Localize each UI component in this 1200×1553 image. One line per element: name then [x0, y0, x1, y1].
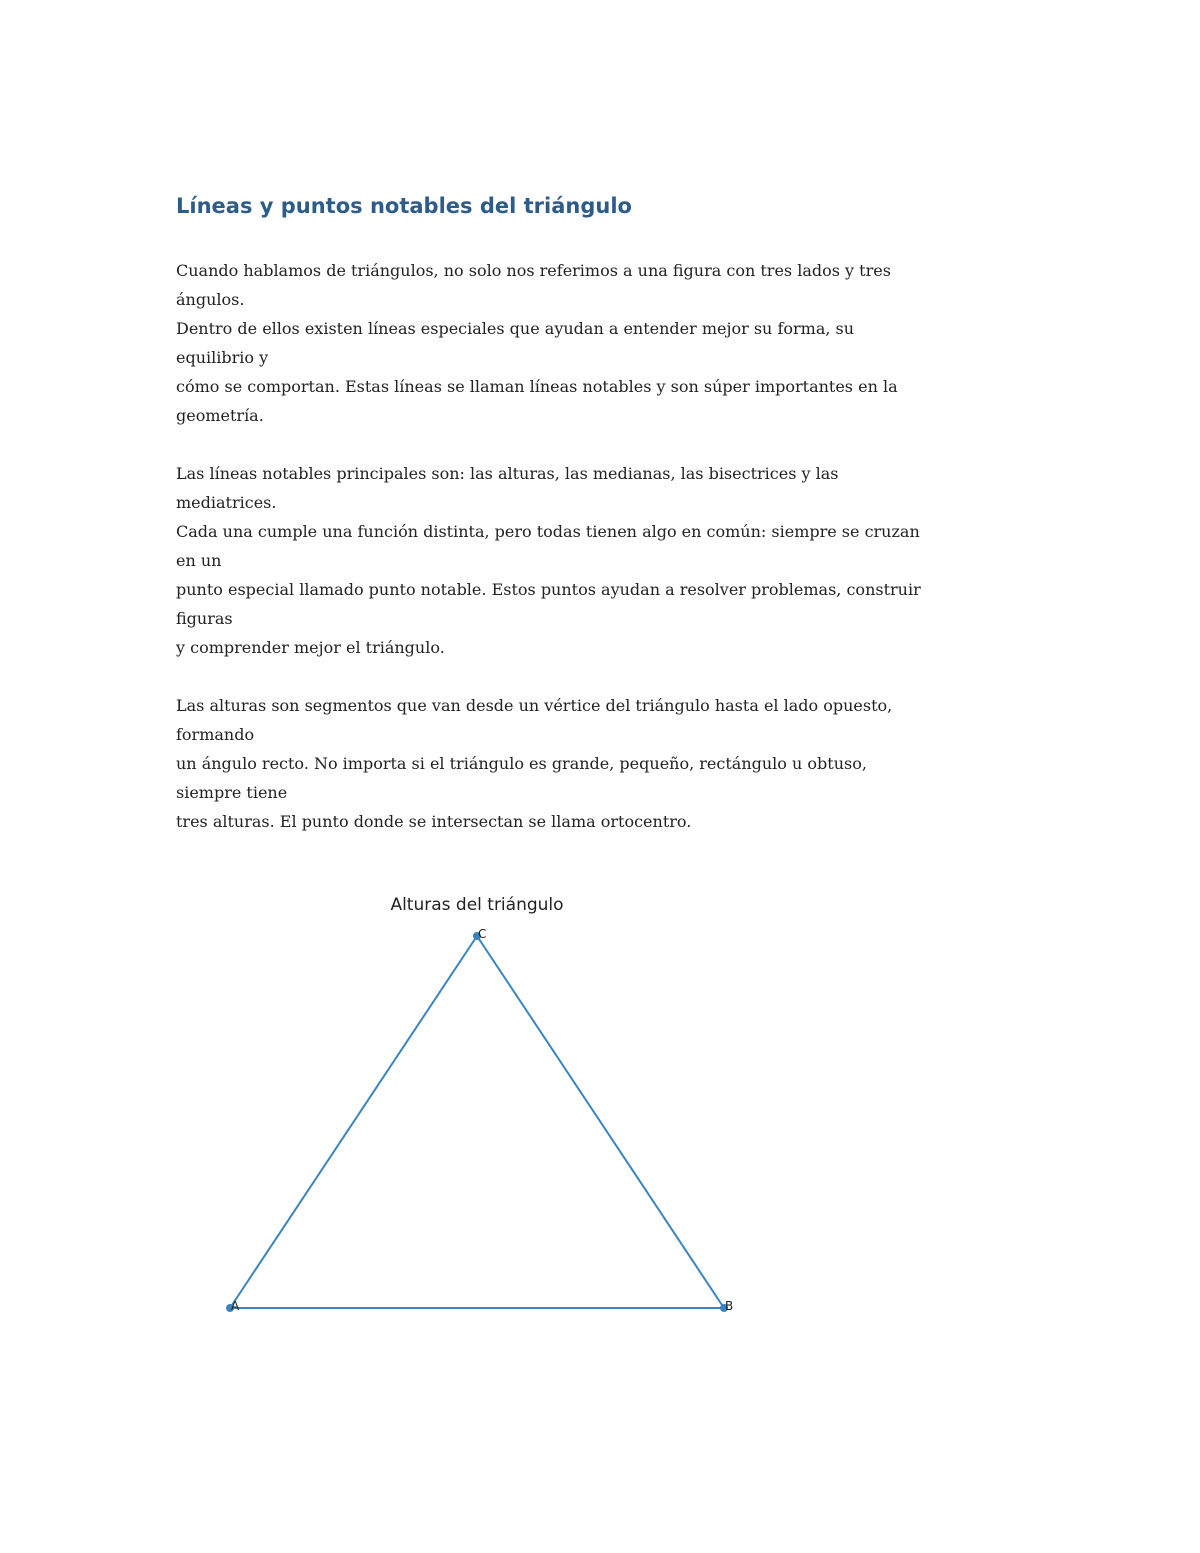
text-line: cómo se comportan. Estas líneas se llaman líneas notables y son súper importantes en la — [176, 377, 898, 396]
text-line: siempre tiene — [176, 783, 288, 802]
text-line: geometría. — [176, 406, 264, 425]
text-line: equilibrio y — [176, 348, 269, 367]
paragraph-intro — [176, 256, 1056, 430]
text-line: un ángulo recto. No importa si el triángulo es grande, pequeño, rectángulo u obtuso, — [176, 754, 867, 773]
edge-ca — [230, 936, 477, 1308]
vertex-label-c: C — [478, 927, 487, 941]
document-body — [176, 256, 1056, 865]
vertex-label-a: A — [231, 1299, 240, 1313]
triangle-vertices — [226, 927, 733, 1313]
figure-title: Alturas del triángulo — [390, 895, 564, 915]
edge-bc — [477, 936, 724, 1308]
text-line: mediatrices. — [176, 493, 277, 512]
text-line: Cuando hablamos de triángulos, no solo nos referimos a una figura con tres lados y tres — [176, 261, 891, 280]
vertex-label-b: B — [725, 1299, 734, 1313]
text-line: y comprender mejor el triángulo. — [176, 638, 445, 657]
text-line: punto especial llamado punto notable. Estos puntos ayudan a resolver problemas, construir — [176, 580, 921, 599]
text-line: Las líneas notables principales son: las alturas, las medianas, las bisectrices y las — [176, 464, 839, 483]
text-line: figuras — [176, 609, 233, 628]
paragraph-altitudes — [176, 691, 1056, 836]
paragraph-notable-lines — [176, 459, 1056, 662]
text-line: Dentro de ellos existen líneas especiales que ayudan a entender mejor su forma, su — [176, 319, 855, 338]
text-line: en un — [176, 551, 222, 570]
triangle-diagram — [180, 880, 780, 1340]
text-line: Cada una cumple una función distinta, pero todas tienen algo en común: siempre se cruzan — [176, 522, 920, 541]
text-line: tres alturas. El punto donde se intersectan se llama ortocentro. — [176, 812, 692, 831]
text-line: formando — [176, 725, 255, 744]
triangle-edges — [230, 936, 724, 1308]
text-line: ángulos. — [176, 290, 245, 309]
text-line: Las alturas son segmentos que van desde un vértice del triángulo hasta el lado opuesto, — [176, 696, 893, 715]
document-heading: Líneas y puntos notables del triángulo — [176, 194, 632, 218]
triangle-figure — [180, 880, 780, 1340]
